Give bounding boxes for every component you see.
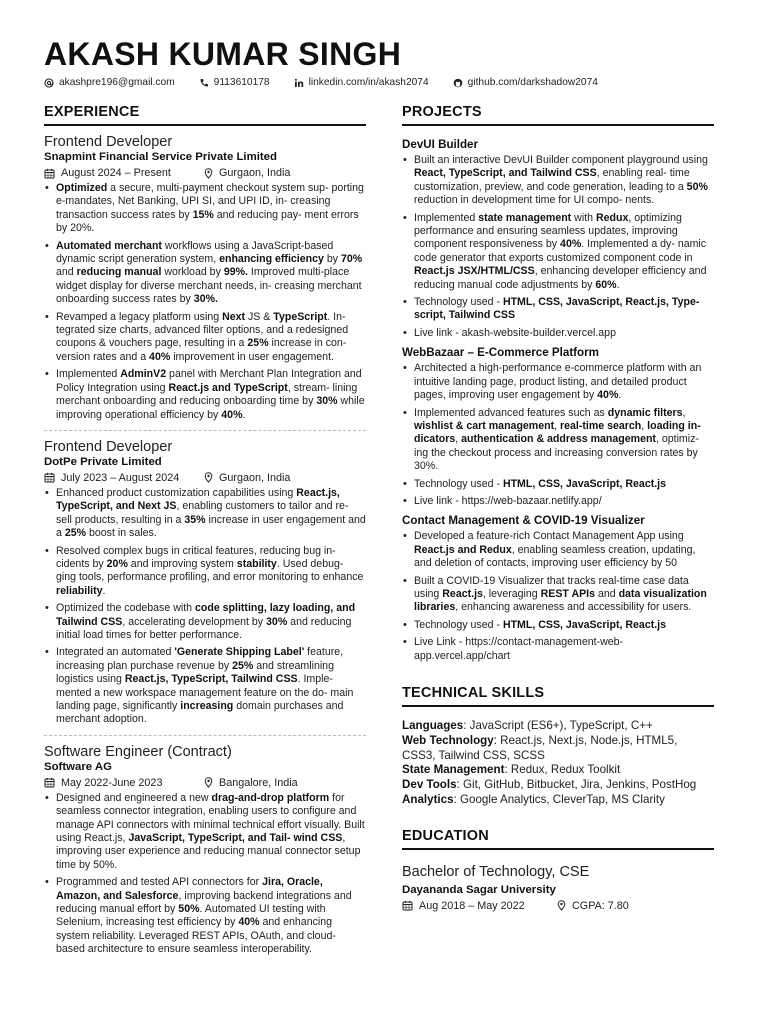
skill-row: Analytics: Google Analytics, CleverTap, MS Clarity — [402, 792, 665, 806]
github-icon — [453, 78, 463, 88]
left-column — [44, 104, 366, 961]
experience-heading: EXPERIENCE — [44, 104, 366, 126]
right-column — [402, 104, 714, 915]
project-entry — [402, 346, 714, 508]
education-entry — [402, 864, 714, 912]
skills-heading: TECHNICAL SKILLS — [402, 685, 714, 707]
job-bullets — [44, 792, 366, 957]
email-text: akashpre196@gmail.com — [59, 77, 175, 88]
job-meta — [44, 777, 366, 789]
skill-row: Web Technology: React.js, Next.js, Node.js, HTML5, CSS3, Tailwind CSS, SCSS — [402, 733, 678, 762]
list-item: • Revamped a legacy platform using Next JS & TypeScript. In- tegrated size charts, advanced filter options, and a redesigned coupons & vouchers page, resulting in a 25% increase in con- version rates and a 40% improvement in user engagement. — [44, 311, 366, 365]
job-entry — [44, 439, 366, 727]
list-item: • Technology used - HTML, CSS, JavaScript, React.js, Type- script, Tailwind CSS — [402, 296, 714, 323]
calendar-icon — [402, 900, 413, 911]
education-date: Aug 2018 – May 2022 — [402, 900, 557, 912]
project-title: Contact Management & COVID-19 Visualizer — [402, 514, 645, 528]
list-item: • Implemented advanced features such as dynamic filters, wishlist & cart management, real-time search, loading in- dicators, authentication & address management, optimiz- ing the checkout process and increasing conversion rates by 30%. — [402, 407, 714, 474]
job-bullets — [44, 182, 366, 422]
calendar-icon — [44, 777, 55, 788]
list-item: • Technology used - HTML, CSS, JavaScript, React.js — [402, 478, 714, 491]
phone-text: 9113610178 — [213, 77, 270, 88]
list-item: • Implemented AdminV2 panel with Merchant Plan Integration and Policy Integration using React.js and TypeScript, stream- lining merchant onboarding and reducing onboarding time by 30% while improving operational efficiency by 40%. — [44, 368, 366, 422]
project-bullets — [402, 362, 714, 508]
job-meta — [44, 472, 366, 484]
list-item: • Developed a feature-rich Contact Management App using React.js and Redux, enabling seamless creation, updating, and deletion of contacts, improving user efficiency by 50 — [402, 530, 714, 570]
project-title: DevUI Builder — [402, 138, 479, 151]
list-item: • Resolved complex bugs in critical features, reducing bug in- cidents by 20% and improving system stability. Used debug- ging tools, performance profiling, and error monitoring to enhance reliability. — [44, 545, 366, 599]
job-date: August 2024 – Present — [44, 167, 204, 179]
job-role: Frontend Developer — [44, 134, 173, 150]
education-cgpa: CGPA: 7.80 — [557, 900, 629, 912]
job-company: Snapmint Financial Service Private Limited — [44, 151, 277, 163]
list-item: • Optimized the codebase with code splitting, lazy loading, and Tailwind CSS, accelerating development by 30% and reducing initial load times for better performance. — [44, 602, 366, 642]
project-title: WebBazaar – E-Commerce Platform — [402, 346, 599, 360]
list-item: • Integrated an automated 'Generate Shipping Label' feature, increasing plan purchase revenue by 25% and streamlining logistics using React.js, TypeScript, Tailwind CSS. Imple- mented a new workspace management feature on the do- main landing page, significantly increasing domain purchases and merchant adoption. — [44, 646, 366, 726]
project-live-link[interactable]: • Live link - https://web-bazaar.netlify.app/ — [402, 495, 714, 508]
contact-phone[interactable] — [199, 77, 270, 88]
job-location: Bangalore, India — [204, 777, 298, 789]
divider — [44, 430, 366, 431]
job-meta — [44, 167, 366, 179]
list-item: • Enhanced product customization capabilities using React.js, TypeScript, and Next JS, enabling customers to tailor and re- sell products, resulting in a 35% increase in user engagement and a 25% boost in sales. — [44, 487, 366, 541]
list-item: • Architected a high-performance e-commerce platform with an intuitive landing page, product listing, and detailed product pages, improving user engagement by 40%. — [402, 362, 714, 402]
job-date: May 2022-June 2023 — [44, 777, 204, 789]
education-meta — [402, 900, 714, 912]
location-pin-icon — [204, 168, 213, 179]
project-entry — [402, 138, 714, 340]
skill-row: State Management: Redux, Redux Toolkit — [402, 763, 621, 777]
list-item: • Designed and engineered a new drag-and-drop platform for seamless connector integration, enabling users to configure and manage API connectors with minimal technical effort visually. Built using React.js, JavaScript, TypeScript, and Tail- wind CSS, improving user experience and reducing manual connector setup time by 50%. — [44, 792, 366, 872]
job-entry — [44, 134, 366, 422]
degree: Bachelor of Technology, CSE — [402, 863, 590, 880]
skills-list — [402, 719, 714, 808]
skill-row: Languages: JavaScript (ES6+), TypeScript, C++ — [402, 719, 653, 732]
project-live-link[interactable]: • Live link - akash-website-builder.vercel.app — [402, 327, 714, 340]
list-item: • Programmed and tested API connectors for Jira, Oracle, Amazon, and Salesforce, improving backend integrations and reducing manual effort by 50%. Automated UI testing with Selenium, increasing test efficiency by 40% and enhancing system reliability. Leveraged REST APIs, OAuth, and cloud- based architecture to ensure seamless interoperability. — [44, 876, 366, 956]
job-location: Gurgaon, India — [204, 167, 290, 179]
job-date: July 2023 – August 2024 — [44, 472, 204, 484]
list-item: • Built a COVID-19 Visualizer that tracks real-time case data using React.js, leveraging REST APIs and data visualization libraries, enhancing awareness and accessibility for users. — [402, 575, 714, 615]
job-role: Software Engineer (Contract) — [44, 743, 232, 760]
github-text: github.com/darkshadow2074 — [467, 77, 598, 88]
job-entry — [44, 744, 366, 957]
projects-heading: PROJECTS — [402, 104, 714, 126]
location-pin-icon — [557, 900, 566, 911]
contact-bar — [44, 77, 622, 88]
list-item: • Technology used - HTML, CSS, JavaScript, React.js — [402, 619, 714, 632]
linkedin-icon — [294, 78, 304, 88]
contact-github[interactable] — [453, 77, 598, 88]
job-role: Frontend Developer — [44, 438, 173, 455]
contact-email[interactable] — [44, 77, 175, 88]
location-pin-icon — [204, 472, 213, 483]
job-location: Gurgaon, India — [204, 472, 290, 484]
at-icon — [44, 78, 54, 88]
location-pin-icon — [204, 777, 213, 788]
calendar-icon — [44, 472, 55, 483]
list-item: • Optimized a secure, multi-payment checkout system sup- porting e-mandates, Net Banking, UPI SI, and UPI ID, in- creasing transaction success rates by 15% and reducing pay- ment errors by 20%. — [44, 182, 366, 236]
skill-row: Dev Tools: Git, GitHub, Bitbucket, Jira, Jenkins, PostHog — [402, 778, 697, 792]
project-bullets — [402, 530, 714, 663]
job-company: Software AG — [44, 760, 112, 773]
list-item: • Automated merchant workflows using a JavaScript-based dynamic script generation system, enhancing efficiency by 70% and reducing manual workload by 99%. Improved multi-place widget display for diverse merchant needs, in- creasing merchant onboarding success rates by 30%. — [44, 240, 366, 307]
project-entry — [402, 514, 714, 663]
job-bullets — [44, 487, 366, 727]
project-bullets — [402, 154, 714, 340]
contact-linkedin[interactable] — [294, 77, 429, 88]
linkedin-text: linkedin.com/in/akash2074 — [308, 77, 429, 88]
school: Dayananda Sagar University — [402, 883, 556, 896]
project-live-link[interactable]: • Live Link - https://contact-management-web-app.vercel.app/chart — [402, 636, 714, 663]
candidate-name: AKASH KUMAR SINGH — [44, 36, 402, 72]
list-item: • Built an interactive DevUI Builder component playground using React, TypeScript, and Tailwind CSS, enabling real- time customization, preview, and code generation, leading to a 50% reduction in development time for UI compo- nents. — [402, 154, 714, 208]
divider — [44, 735, 366, 736]
education-heading: EDUCATION — [402, 828, 714, 850]
job-company: DotPe Private Limited — [44, 455, 162, 468]
list-item: • Implemented state management with Redux, optimizing performance and ensuring seamless updates, improving component responsiveness by 40%. Implemented a dy- namic code generator that exports customized component code in React.js JSX/HTML/CSS, enhancing developer efficiency and reducing manual code adjustments by 60%. — [402, 212, 714, 292]
calendar-icon — [44, 168, 55, 179]
phone-icon — [199, 78, 209, 88]
